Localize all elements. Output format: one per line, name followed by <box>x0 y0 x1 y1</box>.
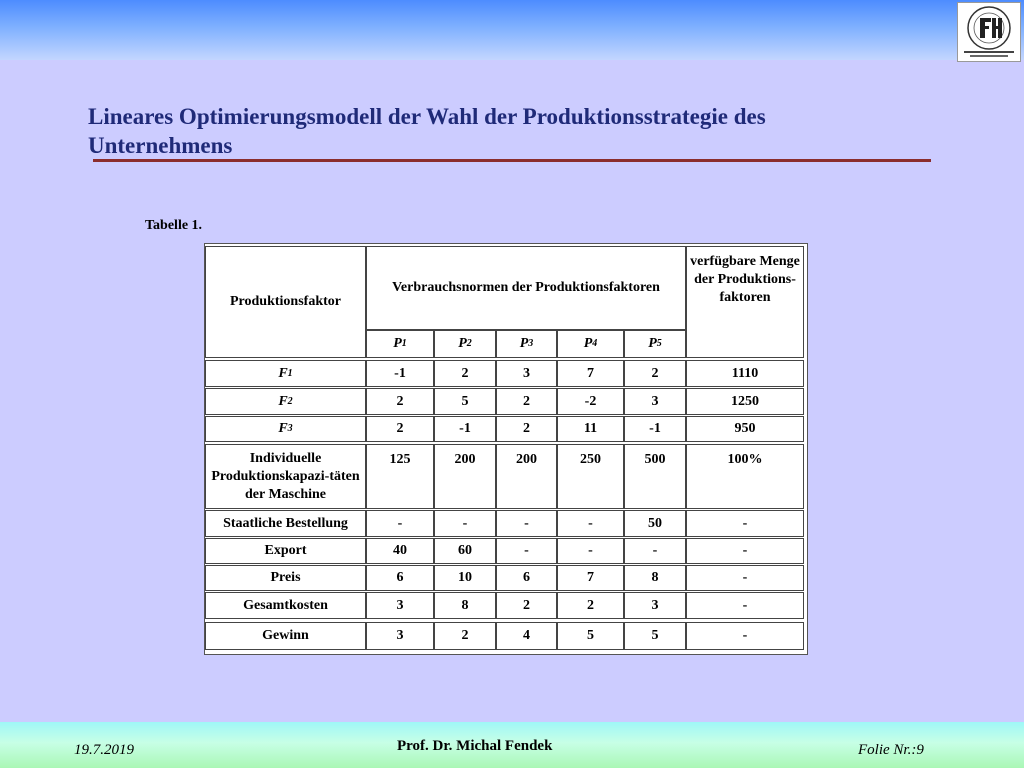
header-product-4: P 4 <box>557 330 624 358</box>
table-cell-available: 100% <box>686 444 804 509</box>
table-cell: 125 <box>366 444 434 509</box>
row-factor-2-label: F 2 <box>205 388 366 415</box>
table-cell: 60 <box>434 538 496 564</box>
table-cell: 3 <box>624 592 686 619</box>
university-seal-icon <box>958 3 1020 61</box>
table-cell-available: 1110 <box>686 360 804 387</box>
table-cell: 6 <box>366 565 434 591</box>
table-cell-available: - <box>686 592 804 619</box>
row-factor-2-label-letter: F <box>278 393 288 409</box>
header-factor: Produktionsfaktor <box>205 246 366 358</box>
slide-title: Lineares Optimierungsmodell der Wahl der Produktionsstrategie des Unternehmens <box>88 104 766 158</box>
table-cell: 3 <box>366 622 434 650</box>
header-product-1: P 1 <box>366 330 434 358</box>
table-cell: 5 <box>557 622 624 650</box>
table-cell: -1 <box>624 416 686 442</box>
row-factor-1-label-letter: F <box>278 365 288 381</box>
table-caption: Tabelle 1. <box>145 218 203 233</box>
table-cell: 2 <box>496 416 557 442</box>
table-cell-available: 950 <box>686 416 804 442</box>
table-cell: 40 <box>366 538 434 564</box>
header-product-5-letter: P <box>648 336 657 351</box>
table-cell: 2 <box>366 388 434 415</box>
table-cell-available: - <box>686 565 804 591</box>
table-cell: 200 <box>496 444 557 509</box>
table-cell: 7 <box>557 565 624 591</box>
table-cell: 50 <box>624 510 686 537</box>
table-cell: - <box>496 510 557 537</box>
table-cell: 10 <box>434 565 496 591</box>
table-cell: 200 <box>434 444 496 509</box>
table-cell: 3 <box>496 360 557 387</box>
table-cell: 3 <box>366 592 434 619</box>
header-product-5: P 5 <box>624 330 686 358</box>
table-cell: 2 <box>366 416 434 442</box>
row-factor-3-label: F 3 <box>205 416 366 442</box>
table-cell: 2 <box>434 360 496 387</box>
table-cell: -2 <box>557 388 624 415</box>
footer-slide-number: Folie Nr.:9 <box>858 742 924 758</box>
table-cell-available: - <box>686 622 804 650</box>
title-underline <box>93 159 931 162</box>
table-cell: 3 <box>624 388 686 415</box>
table-cell-available: - <box>686 538 804 564</box>
header-consumption-norms: Verbrauchsnormen der Produktionsfaktoren <box>366 246 686 330</box>
table-cell: - <box>624 538 686 564</box>
table-cell: 8 <box>624 565 686 591</box>
header-product-3-letter: P <box>519 336 529 351</box>
table-cell: 4 <box>496 622 557 650</box>
table-cell: 11 <box>557 416 624 442</box>
table-cell-available: 1250 <box>686 388 804 415</box>
table-cell: 2 <box>434 622 496 650</box>
table-cell: 2 <box>496 388 557 415</box>
table-cell: 500 <box>624 444 686 509</box>
header-product-4-letter: P <box>583 336 593 351</box>
row-factor-1-label: F 1 <box>205 360 366 387</box>
header-band <box>0 0 1024 60</box>
table-cell: - <box>557 538 624 564</box>
table-cell: -1 <box>434 416 496 442</box>
table-cell: 5 <box>624 622 686 650</box>
footer-author: Prof. Dr. Michal Fendek <box>397 738 553 754</box>
table-cell: 2 <box>624 360 686 387</box>
footer-date: 19.7.2019 <box>74 742 134 758</box>
table-cell: - <box>366 510 434 537</box>
table-cell: -1 <box>366 360 434 387</box>
header-available-amount: verfügbare Menge der Produktions-faktoren <box>686 246 804 358</box>
data-table <box>204 243 808 655</box>
header-product-2: P 2 <box>434 330 496 358</box>
row-profit-label: Gewinn <box>205 622 366 650</box>
table-cell: - <box>496 538 557 564</box>
table-cell: - <box>557 510 624 537</box>
row-capacity-label: Individuelle Produktionskapazi-täten der Maschine <box>205 444 366 509</box>
row-label: Gesamtkosten <box>205 592 366 619</box>
table-cell-available: - <box>686 510 804 537</box>
table-cell: 5 <box>434 388 496 415</box>
row-factor-3-label-letter: F <box>278 421 288 436</box>
table-cell: - <box>434 510 496 537</box>
row-label: Preis <box>205 565 366 591</box>
table-cell: 2 <box>557 592 624 619</box>
header-product-3: P 3 <box>496 330 557 358</box>
table-cell: 6 <box>496 565 557 591</box>
table-cell: 8 <box>434 592 496 619</box>
header-product-2-letter: P <box>458 336 467 351</box>
university-logo <box>957 2 1021 62</box>
row-label: Export <box>205 538 366 564</box>
row-label: Staatliche Bestellung <box>205 510 366 537</box>
table-cell: 7 <box>557 360 624 387</box>
table-cell: 2 <box>496 592 557 619</box>
table-cell: 250 <box>557 444 624 509</box>
header-product-1-letter: P <box>393 336 402 351</box>
